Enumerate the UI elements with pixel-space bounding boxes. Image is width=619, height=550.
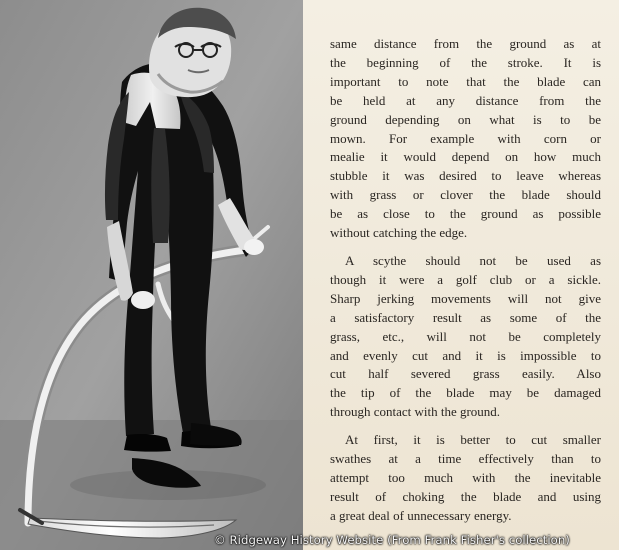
text-line: same distance from the ground as at bbox=[330, 36, 601, 51]
text-line: swathes at a time effectively than to bbox=[330, 451, 601, 467]
paragraph bbox=[330, 35, 601, 243]
text-line: Sharp jerking movements will not give bbox=[330, 290, 601, 306]
text-line: grass, etc., will not be completely bbox=[330, 328, 601, 344]
text-line: stubble it was desired to leave whereas bbox=[330, 168, 601, 184]
paragraph-spacer bbox=[330, 422, 601, 431]
image-credit: © Ridgeway History Website (From Frank Fisher's collection) bbox=[214, 533, 570, 547]
text-line: and evenly cut and it is impossible to bbox=[330, 347, 601, 363]
text-line: the tip of the blade may be damaged bbox=[330, 385, 601, 401]
text-line: be held at any distance from the bbox=[330, 92, 601, 108]
photo-panel bbox=[0, 0, 303, 550]
paragraph-spacer bbox=[330, 243, 601, 252]
text-line: mealie it would depend on how much bbox=[330, 149, 601, 165]
man-with-scythe-photo-icon bbox=[0, 0, 303, 550]
text-line: be as close to the ground as possible bbox=[330, 206, 601, 222]
text-line: attempt too much with the inevitable bbox=[330, 469, 601, 485]
paragraph bbox=[330, 252, 601, 422]
text-line: important to note that the blade can bbox=[330, 73, 601, 89]
text-line: a great deal of unnecessary energy. bbox=[330, 507, 512, 523]
text-line: a satisfactory result as some of the bbox=[330, 309, 601, 325]
text-line: mown. For example with corn or bbox=[330, 130, 601, 146]
text-line: A scythe should not be used as bbox=[345, 252, 601, 268]
text-line: with grass or clover the blade should bbox=[330, 187, 601, 203]
text-line: through contact with the ground. bbox=[330, 404, 501, 420]
text-line: ground depending on what is to be bbox=[330, 111, 601, 127]
text-line: without catching the edge. bbox=[330, 225, 468, 241]
text-line: the beginning of the stroke. It is bbox=[330, 54, 601, 70]
paragraph bbox=[330, 431, 601, 526]
text-line: At first, it is better to cut smaller bbox=[345, 432, 601, 448]
text-line: cut half severed grass easily. Also bbox=[330, 366, 601, 382]
text-line: though it were a golf club or a sickle. bbox=[330, 271, 601, 287]
article-text bbox=[330, 35, 601, 526]
text-line: result of choking the blade and using bbox=[330, 488, 601, 504]
